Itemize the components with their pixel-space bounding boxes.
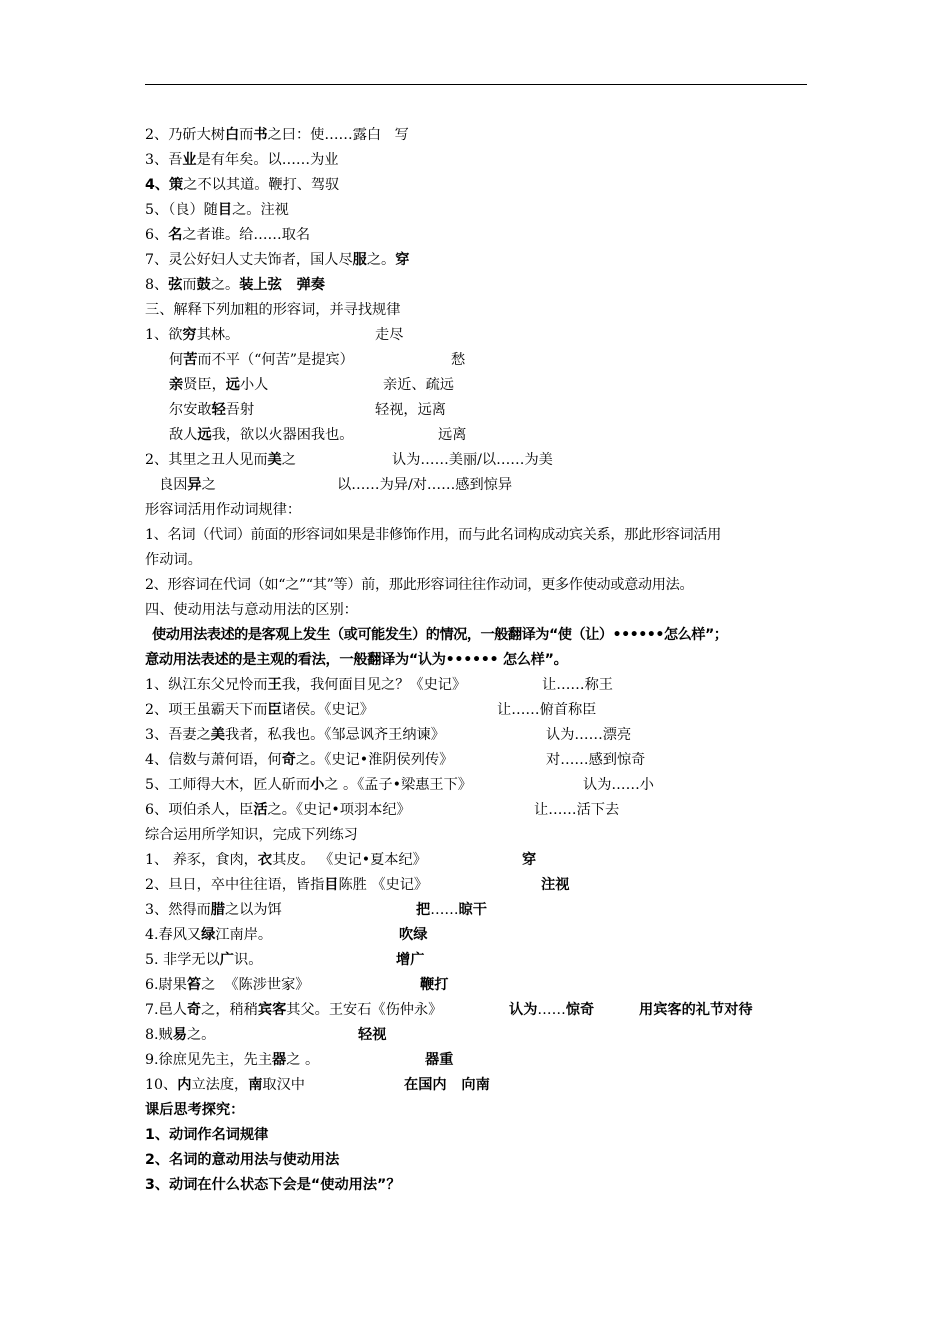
- answer: 惊奇: [565, 1002, 595, 1018]
- answer: ……: [430, 902, 459, 918]
- text-line: [145, 549, 202, 571]
- text-line: [145, 449, 807, 471]
- answer: 鞭打: [420, 977, 449, 993]
- text: 何: [169, 352, 184, 368]
- text-line: [145, 924, 807, 946]
- text: 9.徐庶见先主，先主: [145, 1052, 273, 1068]
- bold-term: 美: [210, 727, 225, 743]
- text: 1、 养豕，食肉，: [145, 852, 258, 868]
- meaning: 远离: [438, 427, 467, 443]
- question: [145, 1149, 339, 1171]
- text-line: [145, 274, 325, 296]
- section-heading: [145, 1099, 244, 1121]
- text-line: [145, 124, 409, 146]
- text: 使动用法表述的是客观上发生（或可能发生）的情况，一般翻译为“使（让）••••••怎么样”；: [152, 627, 728, 643]
- text: 6、: [145, 227, 169, 243]
- bold-term: 目: [217, 202, 233, 218]
- meaning: 认为……漂亮: [546, 727, 632, 743]
- bold-term: 广: [219, 952, 234, 968]
- answer: 轻视: [358, 1027, 387, 1043]
- text-line: [145, 524, 721, 546]
- bold-term: 书: [253, 127, 268, 143]
- text-line: [145, 174, 339, 196]
- text: 5. 非学无以: [145, 952, 220, 968]
- text: 识。: [234, 952, 263, 968]
- text: 之: [281, 452, 296, 468]
- text: 2、项王虽霸天下而: [145, 702, 268, 718]
- meaning: 让……称王: [542, 677, 613, 693]
- text: 之以为饵: [224, 902, 282, 918]
- text: 我，我何面目见之？《史记》: [281, 677, 467, 693]
- text-line: [145, 674, 807, 696]
- text-line: [145, 499, 301, 521]
- text: 良因: [159, 477, 188, 493]
- question: [145, 1124, 268, 1146]
- bold-term: 白: [224, 127, 240, 143]
- bold-term: 腊: [210, 902, 225, 918]
- bold-term: 服: [352, 252, 367, 268]
- answer: 把: [416, 902, 431, 918]
- text: 1、纵江东父兄怜而: [145, 677, 268, 693]
- text: 江南岸。: [215, 927, 273, 943]
- text: 之: [201, 477, 216, 493]
- bold-term: 苦: [183, 352, 198, 368]
- text: 之曰：使……露白 写: [267, 127, 409, 143]
- text: 4.春风又: [145, 927, 202, 943]
- bold-term: 名: [168, 227, 183, 243]
- text: 之。注视: [232, 202, 289, 218]
- section-heading: [145, 599, 358, 621]
- text: 1、动词作名词规律: [145, 1127, 269, 1143]
- text: 综合运用所学知识，完成下列练习: [145, 827, 358, 843]
- text: 5、（良）随: [145, 202, 218, 218]
- bold-term: 笞: [186, 977, 202, 993]
- bold-term: 器: [272, 1052, 287, 1068]
- text: 我者，私我也。《邹忌讽齐王纳谏》: [224, 727, 445, 743]
- text: 意动用法表述的是主观的看法，一般翻译为“认为•••••• 怎么样”。: [145, 652, 568, 668]
- text: 之。: [210, 277, 240, 293]
- answer: 穿: [522, 852, 537, 868]
- bold-term: 绿: [201, 927, 216, 943]
- text-line: [145, 1024, 807, 1046]
- text: 其林。: [196, 327, 240, 343]
- answer: 注视: [541, 877, 570, 893]
- answer: 用宾客的礼节对待: [639, 1002, 753, 1018]
- meaning: 让……活下去: [534, 802, 620, 818]
- bold-paragraph: [145, 649, 568, 671]
- text: 2、形容词在代词（如“之”“其”等）前，那此形容词往往作动词，更多作使动或意动用法。: [145, 577, 694, 593]
- bold-term: 内: [177, 1077, 192, 1093]
- text: 3、吾: [145, 152, 183, 168]
- text: 10、: [145, 1077, 178, 1093]
- text-line: [145, 974, 807, 996]
- text-line: [159, 474, 807, 496]
- bold-term: 目: [324, 877, 339, 893]
- text-line: [145, 899, 807, 921]
- header-rule: [145, 84, 807, 85]
- text-line: [145, 149, 339, 171]
- bold-term: 远: [225, 377, 240, 393]
- text-line: [145, 199, 289, 221]
- text: 2、其里之丑人见而: [145, 452, 268, 468]
- text: 诸侯。《史记》: [281, 702, 374, 718]
- bold-term: 臣: [267, 702, 282, 718]
- bold-term: 装上弦 弹奏: [239, 277, 325, 293]
- text: 之，稍稍: [201, 1002, 258, 1018]
- answer: 在国内 向南: [404, 1077, 490, 1093]
- text: 8.贼: [145, 1027, 173, 1043]
- text: 6、项伯杀人，臣: [145, 802, 254, 818]
- meaning: 亲近、疏远: [383, 377, 454, 393]
- answer: 认为: [509, 1002, 538, 1018]
- bold-term: 远: [197, 427, 212, 443]
- text: 课后思考探究：: [145, 1102, 245, 1118]
- text: 7.邑人: [145, 1002, 187, 1018]
- meaning: 以……为异/对……感到惊异: [337, 477, 513, 493]
- text: 四、使动用法与意动用法的区别：: [145, 602, 358, 618]
- meaning: 走尽: [375, 327, 404, 343]
- text: 4、信数与萧何语，何: [145, 752, 282, 768]
- text-line: [145, 224, 310, 246]
- section-heading: [145, 824, 358, 846]
- text-line: [169, 349, 807, 371]
- text: 三、解释下列加粗的形容词，并寻找规律: [145, 302, 401, 318]
- bold-term: 衣: [257, 852, 273, 868]
- text-line: [169, 424, 807, 446]
- text: 之者谁。给……取名: [182, 227, 311, 243]
- meaning: 认为……小: [583, 777, 654, 793]
- text: 我，欲以火器困我也。: [211, 427, 354, 443]
- text-line: [145, 1049, 807, 1071]
- bold-term: 业: [182, 152, 197, 168]
- meaning: 认为……美丽/以……为美: [392, 452, 553, 468]
- text: 8、: [145, 277, 169, 293]
- bold-term: 亲: [169, 377, 184, 393]
- text: 而: [182, 277, 197, 293]
- answer: ……: [537, 1002, 566, 1018]
- bold-paragraph: [152, 624, 728, 646]
- text-line: [145, 799, 807, 821]
- text: 2、名词的意动用法与使动用法: [145, 1152, 340, 1168]
- text: 形容词活用作动词规律：: [145, 502, 302, 518]
- text-line: [145, 949, 807, 971]
- text: 之不以其道。鞭打、驾驭: [183, 177, 340, 193]
- text-line: [145, 574, 693, 596]
- bold-term: 奇: [281, 752, 296, 768]
- text: 小人: [239, 377, 269, 393]
- text: 之。: [186, 1027, 216, 1043]
- text: 2、旦日，卒中往往语，皆指: [145, 877, 325, 893]
- bold-term: 活: [253, 802, 268, 818]
- text: 之。《史记•淮阴侯列传》: [295, 752, 454, 768]
- text: 其父。王安石《伤仲永》: [286, 1002, 443, 1018]
- answer: 器重: [425, 1052, 454, 1068]
- text: 1、名词（代词）前面的形容词如果是非修饰作用，而与此名词构成动宾关系，那此形容词活用: [145, 527, 722, 543]
- text: 而: [239, 127, 254, 143]
- bold-term: 美: [267, 452, 282, 468]
- bold-term: 穷: [182, 327, 197, 343]
- text-line: [145, 874, 807, 896]
- question: [145, 1174, 401, 1196]
- text: 作动词。: [145, 552, 202, 568]
- text: 之 。《孟子•梁惠王下》: [324, 777, 472, 793]
- text: 取汉中: [262, 1077, 305, 1093]
- answer: 晾干: [458, 902, 487, 918]
- text-line: [145, 774, 807, 796]
- answer: 增广: [396, 952, 425, 968]
- bold-term: 奇: [186, 1002, 202, 1018]
- bold-term: 弦: [168, 277, 183, 293]
- text-line: [145, 324, 807, 346]
- bold-term: 异: [187, 477, 202, 493]
- text-line: [145, 849, 807, 871]
- text: 1、欲: [145, 327, 183, 343]
- meaning: 对……感到惊奇: [546, 752, 646, 768]
- text: 6.尉果: [145, 977, 187, 993]
- text-line: [145, 999, 807, 1021]
- text: 之。《史记•项羽本纪》: [267, 802, 411, 818]
- text: 3、然得而: [145, 902, 211, 918]
- text-line: [145, 249, 409, 271]
- text-line: [169, 374, 807, 396]
- text: 陈胜 《史记》: [338, 877, 429, 893]
- text: 其皮。 《史记•夏本纪》: [272, 852, 427, 868]
- bold-term: 南: [248, 1077, 263, 1093]
- bold-term: 易: [172, 1027, 187, 1043]
- text: 3、吾妻之: [145, 727, 211, 743]
- bold-term: 王: [267, 677, 282, 693]
- text: 7、灵公好妇人丈夫饰者，国人尽: [145, 252, 353, 268]
- section-heading: [145, 299, 400, 321]
- text: 尔安敢: [169, 402, 212, 418]
- text: 是有年矣。以……为业: [196, 152, 339, 168]
- meaning: 愁: [451, 352, 466, 368]
- text: 吾射: [225, 402, 255, 418]
- text-line: [145, 699, 807, 721]
- text-line: [145, 749, 807, 771]
- answer: 吹绿: [399, 927, 428, 943]
- text-line: [145, 1074, 807, 1096]
- bold-term: 穿: [395, 252, 410, 268]
- text: 而不平（“何苦”是提宾）: [197, 352, 354, 368]
- bold-term: 宾客: [257, 1002, 287, 1018]
- text: 敌人: [169, 427, 198, 443]
- bold-term: 4、策: [145, 177, 184, 193]
- bold-term: 小: [310, 777, 325, 793]
- text: 贤臣，: [183, 377, 226, 393]
- bold-term: 鼓: [196, 277, 211, 293]
- text: 之。: [366, 252, 396, 268]
- text: 之 《陈涉世家》: [201, 977, 310, 993]
- text: 2、乃斫大树: [145, 127, 225, 143]
- text: 3、动词在什么状态下会是“使动用法”？: [145, 1177, 401, 1193]
- bold-term: 轻: [211, 402, 226, 418]
- text: 立法度，: [191, 1077, 249, 1093]
- text-line: [169, 399, 807, 421]
- meaning: 让……俯首称臣: [497, 702, 597, 718]
- text: 5、工师得大木，匠人斫而: [145, 777, 311, 793]
- text-line: [145, 724, 807, 746]
- meaning: 轻视，远离: [375, 402, 446, 418]
- text: 之 。: [286, 1052, 320, 1068]
